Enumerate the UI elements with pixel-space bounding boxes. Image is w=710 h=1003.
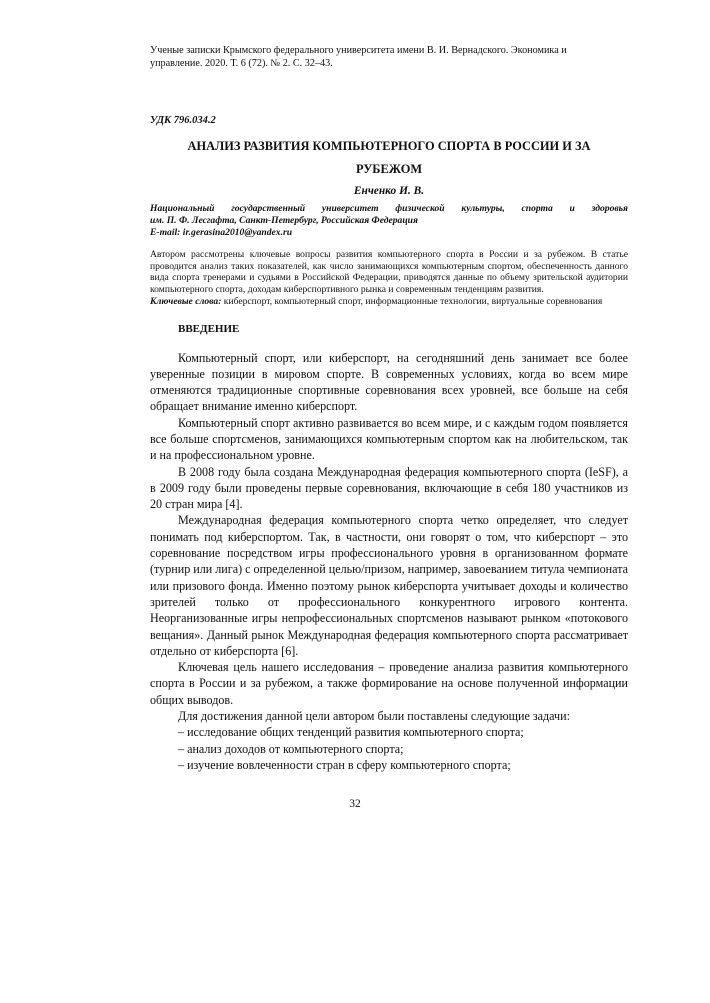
paragraph: Компьютерный спорт активно развивается во всем мире, и с каждым годом появляется все больше спортсменов, занимающихся компьютерным спортом как на любительском, так и на профессиональном уровне. [150, 415, 628, 463]
affiliation [150, 203, 628, 239]
udk-code: УДК 796.034.2 [150, 115, 216, 126]
journal-header [150, 44, 628, 70]
keywords-text: киберспорт, компьютерный спорт, информационные технологии, виртуальные соревнования [221, 295, 603, 307]
affiliation-line1: Национальный государственный университет физической культуры, спорта и здоровья [150, 203, 628, 214]
keywords-label: Ключевые слова: [150, 295, 222, 307]
article-title-line1: АНАЛИЗ РАЗВИТИЯ КОМПЬЮТЕРНОГО СПОРТА В РОССИИ И ЗА [187, 139, 591, 153]
section-heading: ВВЕДЕНИЕ [178, 322, 240, 335]
list-item: – анализ доходов от компьютерного спорта; [178, 741, 404, 756]
list-item: – исследование общих тенденций развития компьютерного спорта; [178, 725, 524, 740]
list-item: – изучение вовлеченности стран в сферу компьютерного спорта; [178, 757, 511, 772]
article-body [150, 350, 628, 774]
paragraph: Международная федерация компьютерного спорта четко определяет, что следует понимать под киберспортом. Так, в частности, они говорят о том, что киберспорт – это соревнование посредством игры профессионального уровня в организованном формате (турнир или лига) с определенной целью/призом, например, завоеванием титула чемпионата или призового фонда. Именно поэтому рынок киберспорта учитывает доходы и количество зрителей только от профессионального конкурентного игрового контента. Неорганизованные игры непрофессиональных спортсменов называют рынком «потокового вещания». Данный рынок Международная федерация компьютерного спорта рассматривает отдельно от киберспорта [6]. [150, 513, 628, 658]
paragraph: Для достижения данной цели автором были поставлены следующие задачи: [178, 709, 570, 724]
paragraph: Ключевая цель нашего исследования – проведение анализа развития компьютерного спорта в России и за рубежом, а также формирование на основе полученной информации общих выводов. [150, 660, 628, 707]
author-email[interactable]: E-mail: ir.gerasina2010@yandex.ru [150, 227, 293, 238]
page-content [150, 44, 628, 773]
abstract-text: Автором рассмотрены ключевые вопросы развития компьютерного спорта в России и за рубежом. В статье проводится анализ таких показателей, как число занимающихся компьютерным спортом, обеспеченность данного вида спорта тренерами и судьями в Российской Федерации, приводятся данные по объему зрительской аудитории компьютерного спорта, доходам киберспортивного рынка и современным тенденциям развития. [150, 249, 628, 296]
abstract [150, 249, 628, 308]
article-title-line2: РУБЕЖОМ [355, 162, 423, 176]
article-title [150, 135, 628, 181]
page-number: 32 [349, 798, 361, 810]
journal-header-line2: управление. 2020. Т. 6 (72). № 2. С. 32–43. [150, 58, 333, 69]
paragraph: Компьютерный спорт, или киберспорт, на сегодняшний день занимает все более уверенные позиции в мировом спорте. В современных условиях, когда во всем мире отменяются традиционные спортивные соревнования всех уровней, все больше на себя обращает внимание именно киберспорт. [150, 350, 628, 414]
paragraph: В 2008 году была создана Международная федерация компьютерного спорта (IeSF), а в 2009 году были проведены первые соревнования, включающие в себя 180 участников из 20 стран мира [4]. [150, 464, 628, 512]
author-name: Енченко И. В. [353, 185, 425, 197]
affiliation-line2: им. П. Ф. Лесгафта, Санкт-Петербург, Российская Федерация [150, 215, 418, 226]
journal-header-line1: Ученые записки Крымского федерального университета имени В. И. Вернадского. Экономика и [150, 45, 567, 56]
